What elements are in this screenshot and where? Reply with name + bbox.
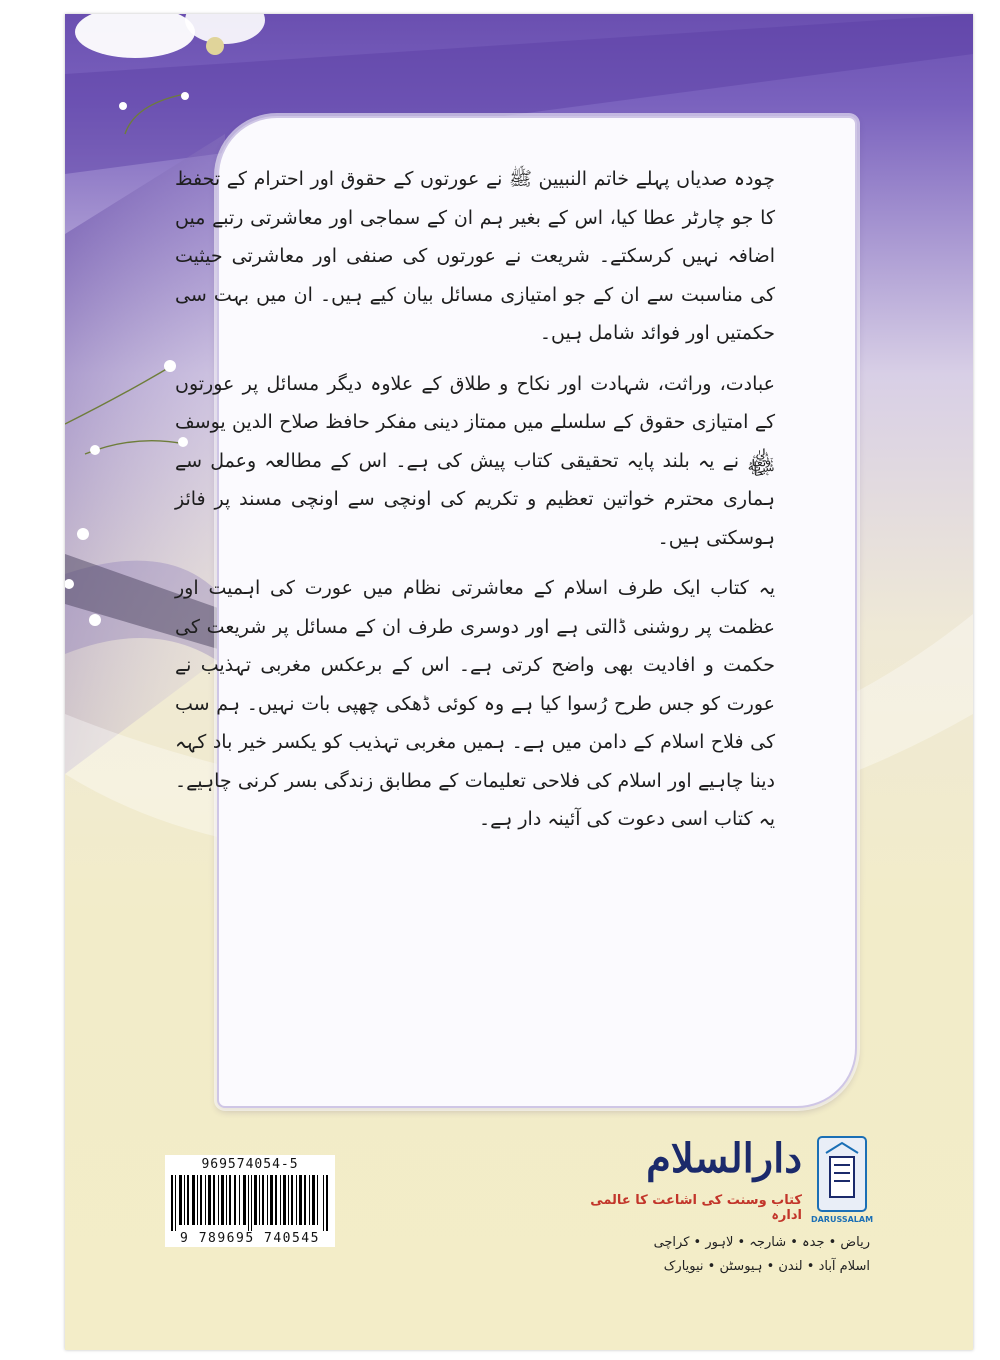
paragraph-1: چودہ صدیاں پہلے خاتم النبیین ﷺ نے عورتوں کے حقوق اور احترام کے تحفظ کا جو چارٹر عطا کیا، اس کے بغیر ہم ان کے سماجی اور معاشرتی رتبے میں اضافہ نہیں کرسکتے۔ شریعت نے عورتوں کی صنفی اور معاشرتی حیثیت کی مناسبت سے ان کے جو امتیازی مسائل بیان کیے ہیں۔ ان میں بہت سی حکمتیں اور فوائد شامل ہیں۔ xyxy=(175,168,775,344)
publisher-block xyxy=(570,1135,880,1285)
paragraph-3: یہ کتاب ایک طرف اسلام کے معاشرتی نظام میں عورت کی اہمیت اور عظمت پر روشنی ڈالتی ہے اور دوسری طرف ان کے مسائل پر شریعت کی حکمت و افادیت بھی واضح کرتی ہے۔ اس کے برعکس مغربی تہذیب نے عورت کو جس طرح رُسوا کیا ہے وہ کوئی ڈھکی چھپی بات نہیں۔ ہم سب کی فلاح اسلام کے دامن میں ہے۔ ہمیں مغربی تہذیب کو یکسر خیر باد کہہ دینا چاہیے اور اسلام کی فلاحی تعلیمات کے مطابق زندگی بسر کرنی چاہیے۔ یہ کتاب اسی دعوت کی آئینہ دار ہے۔ xyxy=(175,577,775,830)
publisher-tagline: کتاب وسنت کی اشاعت کا عالمی ادارہ xyxy=(590,1193,802,1223)
publisher-name: دارالسلام xyxy=(646,1135,802,1182)
isbn-top-number: 969574054-5 xyxy=(201,1157,299,1172)
logo-caption: DARUSSALAM xyxy=(810,1215,874,1224)
isbn-bottom-number: 9 789695 740545 xyxy=(180,1231,320,1246)
description-text xyxy=(175,160,775,851)
cities-line-1: ریاض • جدہ • شارجہ • لاہور • کراچی xyxy=(653,1235,870,1250)
cities-line-2: اسلام آباد • لندن • ہیوسٹن • نیویارک xyxy=(663,1259,870,1274)
paragraph-2: عبادت، وراثت، شہادت اور نکاح و طلاق کے علاوہ دیگر مسائل پر عورتوں کے امتیازی حقوق کے سلسلے میں ممتاز دینی مفکر حافظ صلاح الدین یوسف ﷾ نے یہ بلند پایہ تحقیقی کتاب پیش کی ہے۔ اس کے مطالعہ وعمل سے ہماری محترم خواتین تعظیم و تکریم کی اونچی سے اونچی مسند پر فائز ہوسکتی ہیں۔ xyxy=(175,372,775,549)
flower-icon xyxy=(75,14,265,58)
barcode-icon xyxy=(169,1175,331,1231)
publisher-cities xyxy=(570,1231,870,1279)
isbn-barcode xyxy=(165,1155,335,1247)
darussalam-logo-icon xyxy=(816,1135,868,1213)
